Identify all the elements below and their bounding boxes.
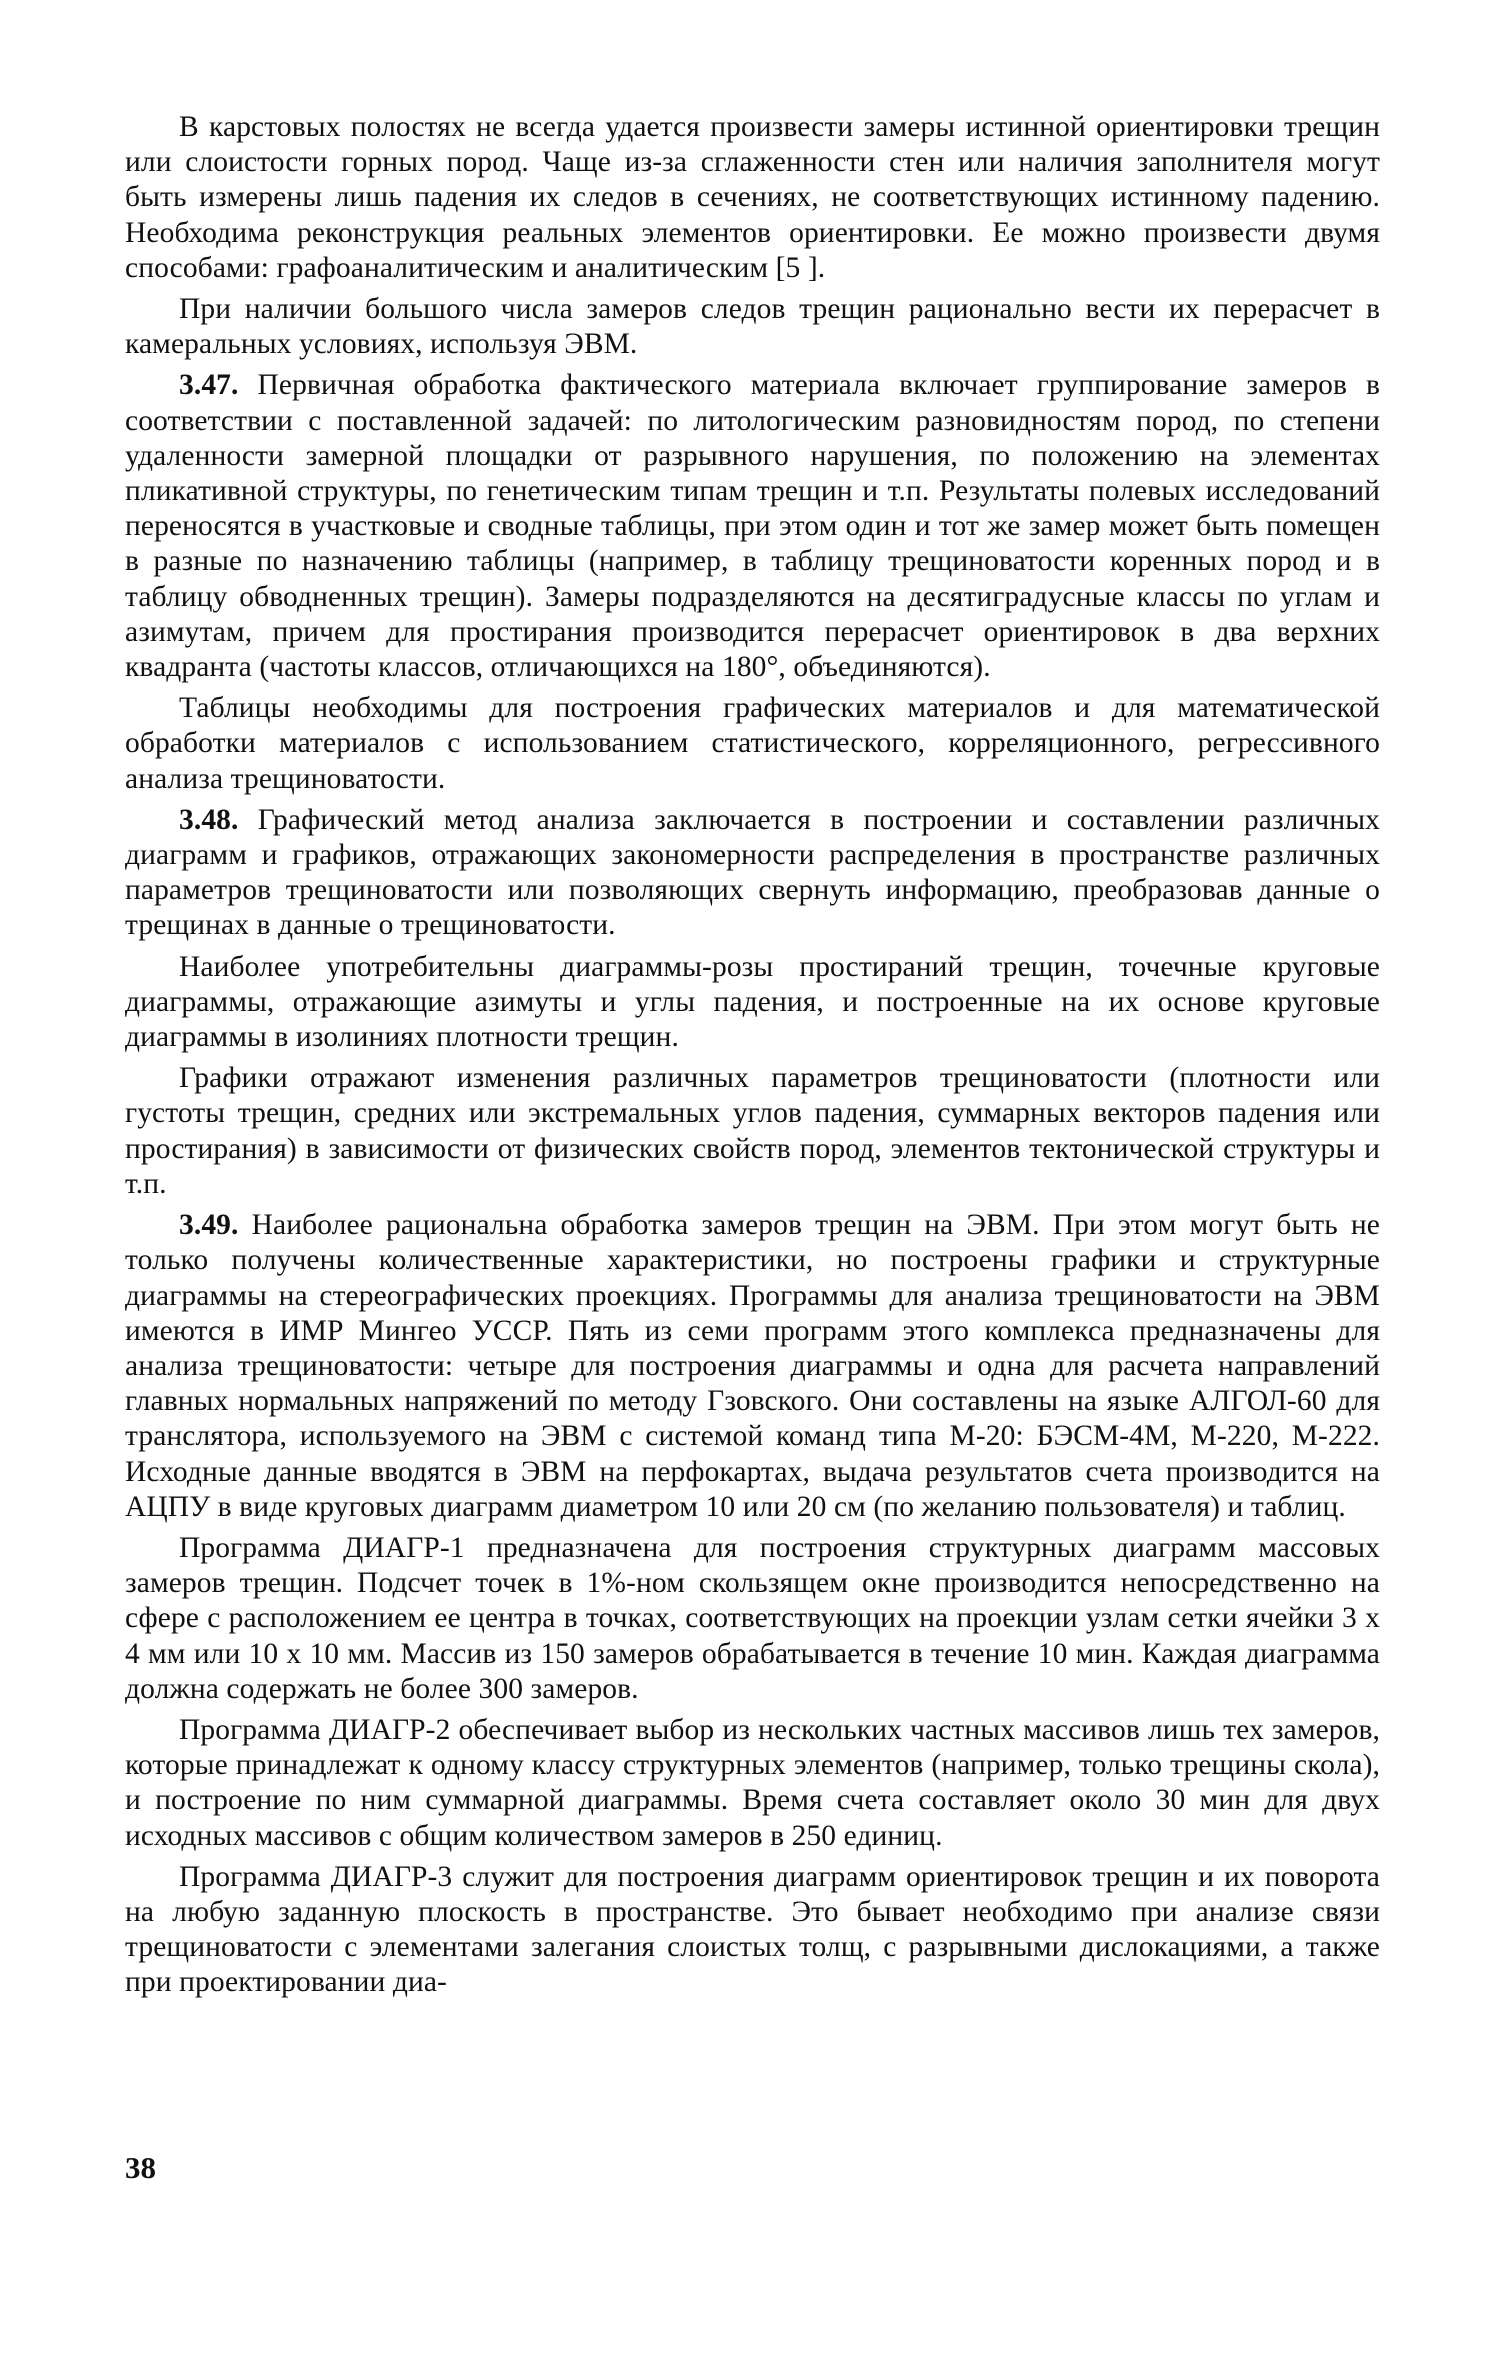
paragraph-text: В карстовых полостях не всегда удается произвести замеры истинной ориентировки трещин или слоистости горных пород. Чаще из-за сглаженности стен или наличия заполнителя могут быть измерены лишь падения их следов в сечениях, не соответствующих истинному падению. Необходима реконструкция реальных элементов ориентировки. Ее можно произвести двумя способами: графоаналитическим и аналитическим [5 ]. [125,111,1380,284]
paragraph-diagr-2 [125,1713,1380,1854]
paragraph-text: Программа ДИАГР-1 предназначена для построения структурных диаграмм массовых замеров трещин. Подсчет точек в 1%-ном скользящем окне производится непосредственно на сфере с расположением ее центра в точках, соответствующих на проекции узлам сетки ячейки 3 х 4 мм или 10 х 10 мм. Массив из 150 замеров обрабатывается в течение 10 мин. Каждая диаграмма должна содержать не более 300 замеров. [125,1531,1380,1705]
paragraph-text: Таблицы необходимы для построения графических материалов и для математической обработки материалов с использованием статистического, корреляционного, регрессивного анализа трещиноватости. [125,692,1380,795]
paragraph-1 [125,110,1380,286]
page-number: 38 [125,2150,156,2185]
paragraph-3-47 [125,368,1380,685]
paragraph-text: Наиболее употребительны диаграммы-розы простираний трещин, точечные круговые диаграммы, отражающие азимуты и углы падения, и построенные на их основе круговые диаграммы в изолиниях плотности трещин. [125,950,1380,1054]
paragraph-4 [125,691,1380,797]
paragraph-text: Первичная обработка фактического материала включает группирование замеров в соответствии с поставленной задачей: по литологическим разновидностям пород, по степени удаленности замерной площадки от разрывного нарушения, по положению на элементах пликативной структуры, по генетическим типам трещин и т.п. Результаты полевых исследований переносятся в участковые и сводные таблицы, при этом один и тот же замер может быть помещен в разные по назначению таблицы (например, в таблицу трещиноватости коренных пород и в таблицу обводненных трещин). Замеры подразделяются на десятиградусные классы по углам и азимутам, причем для простирания производится перерасчет ориентировок в два верхних квадранта (частоты классов, отличающихся на 180°, объединяются). [125,369,1380,684]
paragraph-text: Программа ДИАГР-3 служит для построения диаграмм ориентировок трещин и их поворота на любую заданную плоскость в пространстве. Это бывает необходимо при анализе связи трещиноватости с элементами залегания слоистых толщ, с разрывными дислокациями, а также при проектировании диа- [125,1860,1380,1999]
paragraph-text: При наличии большого числа замеров следов трещин рационально вести их перерасчет в камеральных условиях, используя ЭВМ. [125,293,1380,361]
section-number: 3.49. [179,1209,239,1242]
paragraph-text: Графический метод анализа заключается в построении и составлении различных диаграмм и графиков, отражающих закономерности распределения в пространстве различных параметров трещиноватости или позволяющих свернуть информацию, преобразовав данные о трещинах в данные о трещиноватости. [125,803,1380,942]
paragraph-diagr-1 [125,1531,1380,1707]
paragraph-diagr-3 [125,1860,1380,2001]
section-number: 3.47. [179,369,239,402]
paragraph-3-48 [125,803,1380,944]
paragraph-text: Наиболее рациональна обработка замеров трещин на ЭВМ. При этом могут быть не только получены количественные характеристики, но построены графики и структурные диаграммы на стереографических проекциях. Программы для анализа трещиноватости на ЭВМ имеются в ИМР Мингео УССР. Пять из семи программ этого комплекса предназначены для анализа трещиноватости: четыре для построения диаграммы и одна для расчета направлений главных нормальных напряжений по методу Гзовского. Они составлены на языке АЛГОЛ-60 для транслятора, используемого на ЭВМ с системой команд типа М-20: БЭСМ-4М, М-220, М-222. Исходные данные вводятся в ЭВМ на перфокартах, выдача результатов счета производится на АЦПУ в виде круговых диаграмм диаметром 10 или 20 см (по желанию пользователя) и таблиц. [125,1209,1380,1523]
paragraph-7 [125,1061,1380,1202]
paragraph-6 [125,950,1380,1056]
page-body [125,110,1380,2001]
paragraph-2 [125,292,1380,362]
paragraph-text: Программа ДИАГР-2 обеспечивает выбор из нескольких частных массивов лишь тех замеров, которые принадлежат к одному классу структурных элементов (например, только трещины скола), и построение по ним суммарной диаграммы. Время счета составляет около 30 мин для двух исходных массивов с общим количеством замеров в 250 единиц. [125,1713,1380,1852]
paragraph-3-49 [125,1208,1380,1525]
paragraph-text: Графики отражают изменения различных параметров трещиноватости (плотности или густоты трещин, средних или экстремальных углов падения, суммарных векторов падения или простирания) в зависимости от физических свойств пород, элементов тектонической структуры и т.п. [125,1062,1380,1200]
section-number: 3.48. [179,803,239,836]
